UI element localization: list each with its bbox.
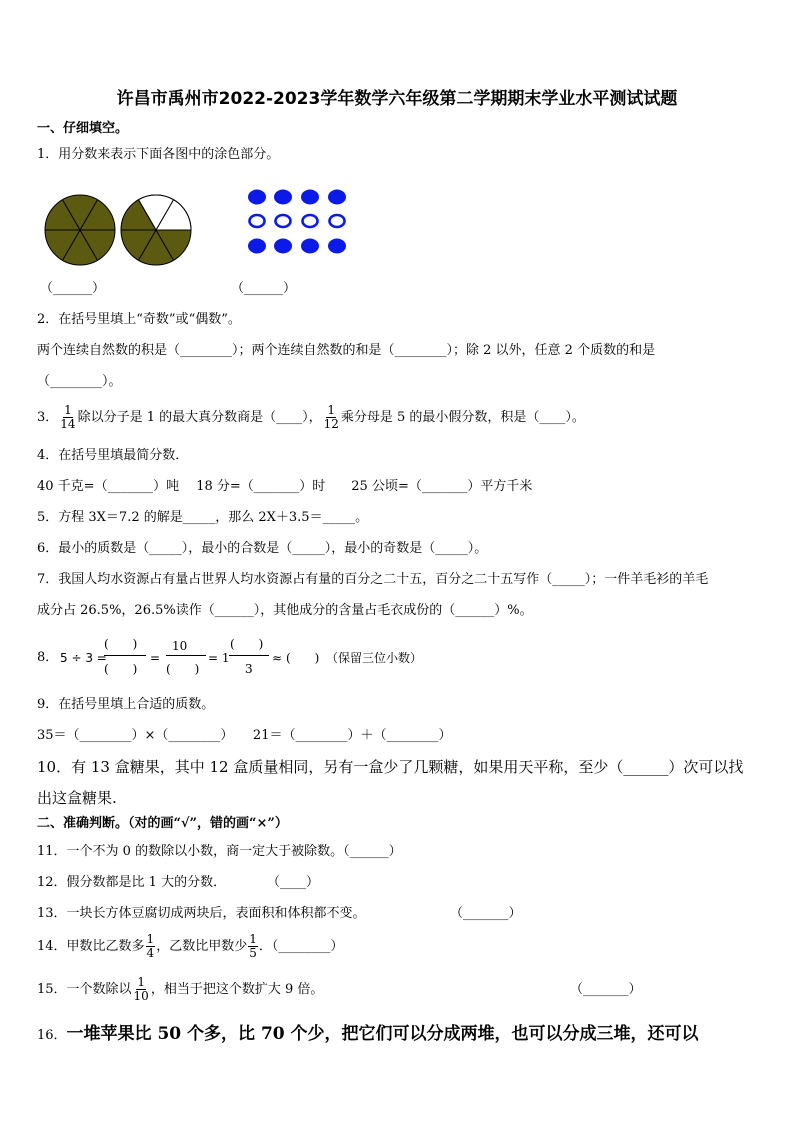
mixed-denominator: 3 bbox=[245, 662, 253, 676]
fraction-numerator-blank[interactable]: ( ) bbox=[104, 637, 138, 651]
question-2-line-2: （________）。 bbox=[37, 374, 122, 389]
question-9-line: 35＝（________）×（________） 21＝（________）＋（________） bbox=[37, 728, 452, 743]
question-1: 1．用分数来表示下面各图中的涂色部分。 bbox=[37, 147, 280, 162]
fraction-bar bbox=[166, 655, 206, 656]
mixed-numerator-blank[interactable]: ( ) bbox=[230, 637, 264, 651]
question-16-number: 16． bbox=[37, 1028, 67, 1043]
section-heading-2: 二、准确判断。（对的画“√”，错的画“×”） bbox=[37, 816, 288, 831]
fraction-numerator-ten: 10 bbox=[172, 639, 188, 653]
page-title: 许昌市禹州市2022-2023学年数学六年级第二学期期末学业水平测试试题 bbox=[116, 89, 678, 109]
numerator: 1 bbox=[146, 932, 155, 946]
answer-blank-13[interactable]: （_______） bbox=[450, 906, 522, 921]
numerator: 1 bbox=[327, 403, 336, 417]
question-4-line: 40 千克=（_______）吨 18 分=（_______）时 25 公顷=（_______）平方千米 bbox=[37, 479, 533, 494]
circle-figure-1 bbox=[43, 193, 117, 267]
denominator: 14 bbox=[60, 417, 76, 431]
question-16-text: 一堆苹果比 50 个多，比 70 个少，把它们可以分成两堆，也可以分成三堆，还可以 bbox=[66, 1024, 699, 1044]
question-12: 12．假分数都是比 1 大的分数． bbox=[37, 875, 227, 890]
answer-blank-15[interactable]: （_______） bbox=[570, 982, 642, 997]
question-8-note: （保留三位小数） bbox=[326, 651, 423, 665]
equals-one: = 1 bbox=[208, 651, 230, 665]
question-13: 13．一块长方体豆腐切成两块后，表面积和体积都不变。 bbox=[37, 906, 366, 921]
question-10-line-1: 10．有 13 盒糖果，其中 12 盒质量相同，另有一盒少了几颗糖，如果用天平称，至少（______）次可以找 bbox=[37, 758, 744, 776]
answer-blank-1a[interactable]: （______） bbox=[40, 281, 106, 296]
question-5: 5．方程 3X＝7.2 的解是_____，那么 2X＋3.5＝_____。 bbox=[37, 510, 369, 525]
numerator: 1 bbox=[249, 932, 257, 946]
fraction-bar bbox=[229, 655, 269, 656]
question-14-text-b: ，乙数比甲数少 bbox=[156, 939, 248, 954]
denominator: 5 bbox=[249, 946, 257, 960]
question-9: 9．在括号里填上合适的质数。 bbox=[37, 697, 215, 712]
equals-sign: = bbox=[150, 651, 161, 665]
question-8-expression: 5 ÷ 3 = bbox=[60, 651, 107, 665]
question-3-text-a: 除以分子是 1 的最大真分数商是（____）， bbox=[77, 410, 322, 425]
question-15-text-a: 15．一个数除以 bbox=[37, 982, 132, 997]
question-3 bbox=[37, 403, 585, 433]
question-15-text-b: ，相当于把这个数扩大 9 倍。 bbox=[150, 982, 324, 997]
fraction-denominator-blank-2[interactable]: ( ) bbox=[166, 662, 200, 676]
fraction-1-5 bbox=[248, 933, 258, 960]
numerator: 1 bbox=[64, 403, 72, 417]
fraction-1-4 bbox=[146, 933, 156, 960]
question-number: 3． bbox=[37, 410, 59, 425]
question-4: 4．在括号里填最简分数． bbox=[37, 448, 189, 463]
question-7-line-1: 7．我国人均水资源占有量占世界人均水资源占有量的百分之二十五，百分之二十五写作（_____）；一件羊毛衫的羊毛 bbox=[37, 572, 709, 587]
fraction-1-10 bbox=[133, 976, 150, 1003]
question-10-line-2: 出这盒糖果. bbox=[37, 789, 117, 807]
denominator: 12 bbox=[323, 417, 339, 431]
circle-figure-2 bbox=[119, 193, 193, 267]
question-2: 2．在括号里填上“奇数”或“偶数”。 bbox=[37, 312, 241, 327]
denominator: 10 bbox=[133, 989, 149, 1003]
question-16 bbox=[37, 1022, 699, 1046]
fraction-1-12 bbox=[323, 404, 340, 431]
answer-blank-1b[interactable]: （______） bbox=[231, 281, 297, 296]
question-14 bbox=[37, 932, 343, 962]
question-8-number: 8． bbox=[37, 650, 59, 665]
answer-blank-12[interactable]: （____） bbox=[267, 875, 320, 890]
question-2-line-1: 两个连续自然数的积是（________）；两个连续自然数的和是（________）；除 2 以外，任意 2 个质数的和是 bbox=[37, 343, 656, 358]
dots-figure bbox=[244, 186, 354, 258]
approx-sign: ≈ bbox=[272, 651, 283, 665]
question-3-text-b: 乘分母是 5 的最小假分数，积是（____）。 bbox=[340, 410, 585, 425]
section-heading-1: 一、仔细填空。 bbox=[37, 121, 129, 136]
fraction-1-14 bbox=[59, 404, 76, 431]
denominator: 4 bbox=[146, 946, 155, 960]
fraction-bar bbox=[104, 655, 146, 656]
fraction-denominator-blank[interactable]: ( ) bbox=[104, 662, 138, 676]
question-11: 11．一个不为 0 的数除以小数，商一定大于被除数。（______） bbox=[37, 844, 402, 859]
numerator: 1 bbox=[137, 975, 145, 989]
question-14-text-a: 14．甲数比乙数多 bbox=[37, 939, 145, 954]
question-6: 6．最小的质数是（_____），最小的合数是（_____），最小的奇数是（_____）。 bbox=[37, 541, 488, 556]
question-7-line-2: 成分占 26.5%，26.5%读作（______），其他成分的含量占毛衣成份的（______）%。 bbox=[37, 603, 533, 618]
decimal-blank[interactable]: ( ) bbox=[286, 651, 320, 665]
question-15 bbox=[37, 975, 323, 1005]
question-14-text-c: ．（________） bbox=[258, 939, 344, 954]
